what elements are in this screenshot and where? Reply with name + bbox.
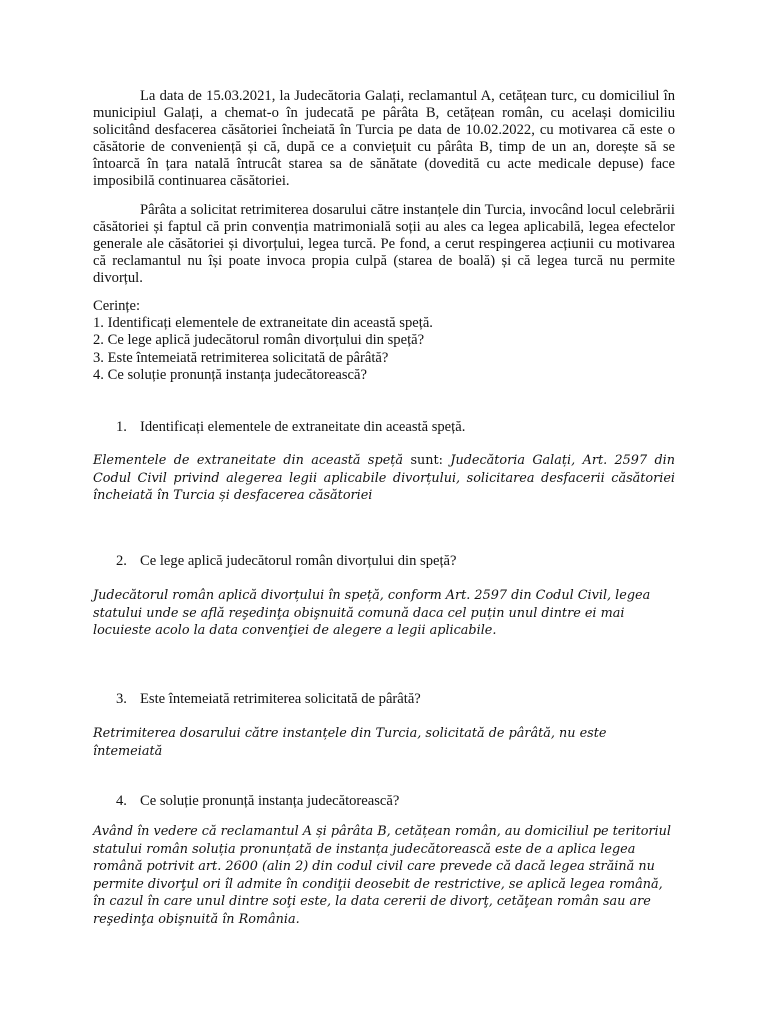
case-paragraph-2: Pârâta a solicitat retrimiterea dosarului către instanțele din Turcia, invocând locul celebrării căsătoriei și faptul că prin convenția matrimonială soții au ales ca legea aplicabilă, legea efectelor generale ale căsătoriei și divorțului, legea turcă. Pe fond, a cerut respingerea acțiunii cu motivarea că reclamantul nu își poate invoca propia culpă (starea de boală) și că legea turcă nu permite divorțul. — [93, 202, 675, 286]
question-number: 2. — [116, 553, 127, 569]
requirement-item: 4. Ce soluție pronunță instanța judecătorească? — [93, 366, 367, 383]
question-text: Este întemeiată retrimiterea solicitată de pârâtă? — [140, 691, 421, 707]
question-number: 4. — [116, 793, 127, 809]
question-number: 1. — [116, 419, 127, 435]
question-number: 3. — [116, 691, 127, 707]
requirement-item: 1. Identificați elementele de extraneitate din această speță. — [93, 315, 433, 332]
question-1 — [116, 418, 465, 436]
question-text: Identificați elementele de extraneitate din această speță. — [140, 419, 466, 435]
requirement-item: 3. Este întemeiată retrimiterea solicitată de pârâtă? — [93, 349, 389, 366]
case-paragraph-1: La data de 15.03.2021, la Judecătoria Galați, reclamantul A, cetățean turc, cu domiciliul în municipiul Galați, a chemat-o în judecată pe pârâta B, cetățean român, cu același domiciliu solicitând desfacerea căsătoriei încheiată în Turcia pe data de 10.02.2022, cu motivarea că este o căsătorie de conveniență și că, după ce a conviețuit cu pârâta B, timp de un an, dorește să se întoarcă în țara natală întrucât starea sa de sănătate (dovedită cu acte medicale depuse) face imposibilă continuarea căsătoriei. — [93, 88, 675, 189]
requirements-heading: Cerințe: — [93, 298, 141, 314]
requirements-block — [93, 298, 675, 384]
question-3 — [116, 690, 421, 708]
answer-4: Având în vedere că reclamantul A și pârâta B, cetățean român, au domiciliul pe teritoriul statului român soluția pronunțată de instanța judecătorească este de a aplica legea română potrivit art. 2600 (alin 2) din codul civil care prevede că dacă legea străină nu permite divorţul ori îl admite în condiţii deosebit de restrictive, se aplică legea română, în cazul în care unul dintre soţi este, la data cererii de divorţ, cetăţean român sau are reşedinţa obişnuită în România. — [93, 824, 671, 927]
question-4 — [116, 792, 399, 810]
answer-1: Elementele de extraneitate din această speță sunt: Judecătoria Galați, Art. 2597 din Codul Civil privind alegerea legii aplicabile divorțului, solicitarea desfacerii căsătoriei încheiată în Turcia și desfacerea căsătoriei — [93, 453, 675, 503]
requirement-item: 2. Ce lege aplică judecătorul român divorțului din speță? — [93, 332, 425, 349]
question-text: Ce lege aplică judecătorul român divorțului din speță? — [140, 553, 457, 569]
answer-3: Retrimiterea dosarului către instanțele din Turcia, solicitată de pârâtă, nu este întemeiată — [93, 726, 607, 759]
answer-2: Judecătorul român aplică divorțului în speță, conform Art. 2597 din Codul Civil, legea statului unde se află reşedinţa obişnuită comună daca cel puțin unul dintre ei mai locuieste acolo la data convenţiei de alegere a legii aplicabile. — [93, 588, 651, 638]
question-2 — [116, 552, 457, 570]
question-text: Ce soluție pronunță instanța judecătorească? — [140, 793, 400, 809]
